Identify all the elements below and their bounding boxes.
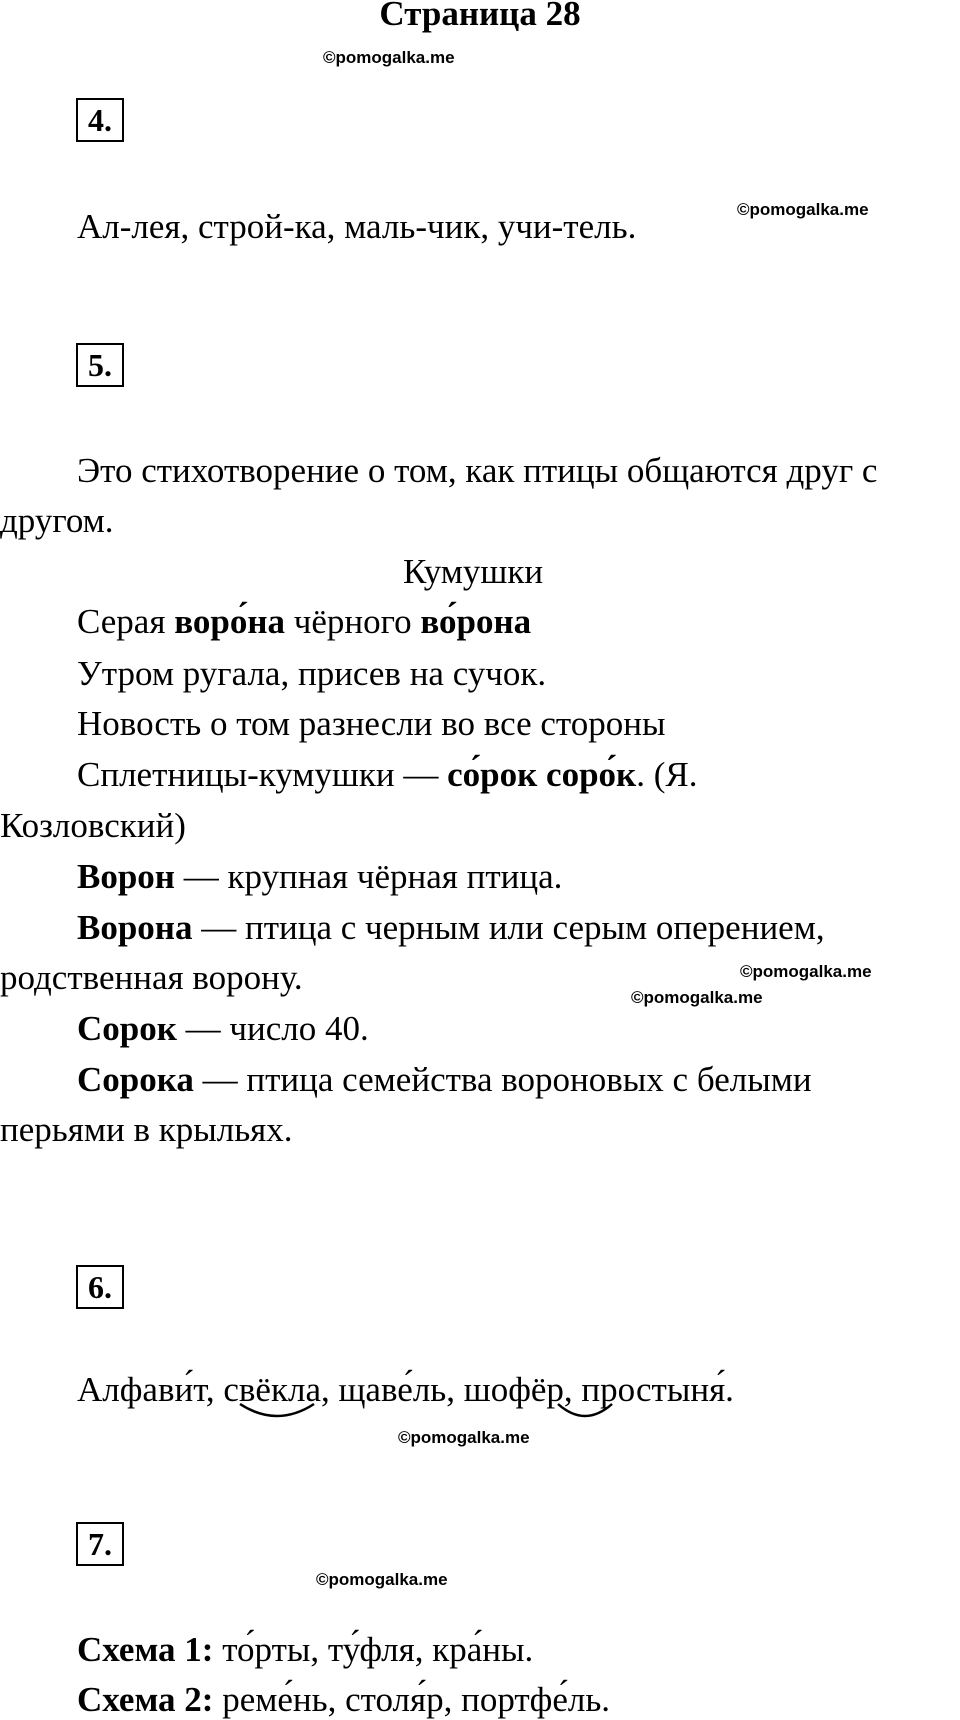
task-5-intro-line-1: Это стихотворение о том, как птицы общаются друг с bbox=[77, 451, 878, 490]
definition-voron: Ворон — крупная чёрная птица. bbox=[77, 857, 563, 896]
scheme-2: Схема 2: реме́нь, столя́р, портфе́ль. bbox=[77, 1680, 611, 1719]
task-number-7: 7. bbox=[76, 1522, 124, 1566]
watermark: ©pomogalka.me bbox=[737, 200, 869, 219]
watermark: ©pomogalka.me bbox=[631, 988, 763, 1007]
poem-line-1: Серая воро́на чёрного во́рона bbox=[77, 602, 532, 641]
task-5-intro-line-2: другом. bbox=[0, 501, 114, 540]
definition-soroka: Сорока — птица семейства вороновых с белыми bbox=[77, 1060, 812, 1099]
task-6-answer: Алфави́т, свёкла, щаве́ль, шофёр, простыня́. bbox=[77, 1370, 734, 1409]
definition-soroka-continued: перьями в крыльях. bbox=[0, 1110, 293, 1149]
watermark: ©pomogalka.me bbox=[740, 962, 872, 981]
poem-title: Кумушки bbox=[403, 552, 544, 591]
definition-sorok: Сорок — число 40. bbox=[77, 1009, 369, 1048]
task-4-answer: Ал-лея, строй-ка, маль-чик, учи-тель. bbox=[77, 207, 637, 246]
poem-line-3: Новость о том разнесли во все стороны bbox=[77, 704, 666, 743]
poem-line-2: Утром ругала, присев на сучок. bbox=[77, 654, 547, 693]
poem-line-4: Сплетницы-кумушки — со́рок соро́к. (Я. bbox=[77, 755, 698, 794]
definition-vorona: Ворона — птица с черным или серым оперением, bbox=[77, 908, 825, 947]
arc-mark-shofer bbox=[554, 1400, 616, 1422]
arc-mark-svekla bbox=[236, 1400, 318, 1422]
poem-author: Козловский) bbox=[0, 806, 186, 845]
watermark: ©pomogalka.me bbox=[323, 48, 455, 67]
page-title: Страница 28 bbox=[379, 0, 581, 33]
watermark: ©pomogalka.me bbox=[398, 1428, 530, 1447]
definition-vorona-continued: родственная ворону. bbox=[0, 958, 303, 997]
task-number-4: 4. bbox=[76, 98, 124, 142]
scheme-1: Схема 1: то́рты, ту́фля, кра́ны. bbox=[77, 1630, 534, 1669]
task-number-5: 5. bbox=[76, 343, 124, 387]
task-number-6: 6. bbox=[76, 1265, 124, 1309]
watermark: ©pomogalka.me bbox=[316, 1570, 448, 1589]
